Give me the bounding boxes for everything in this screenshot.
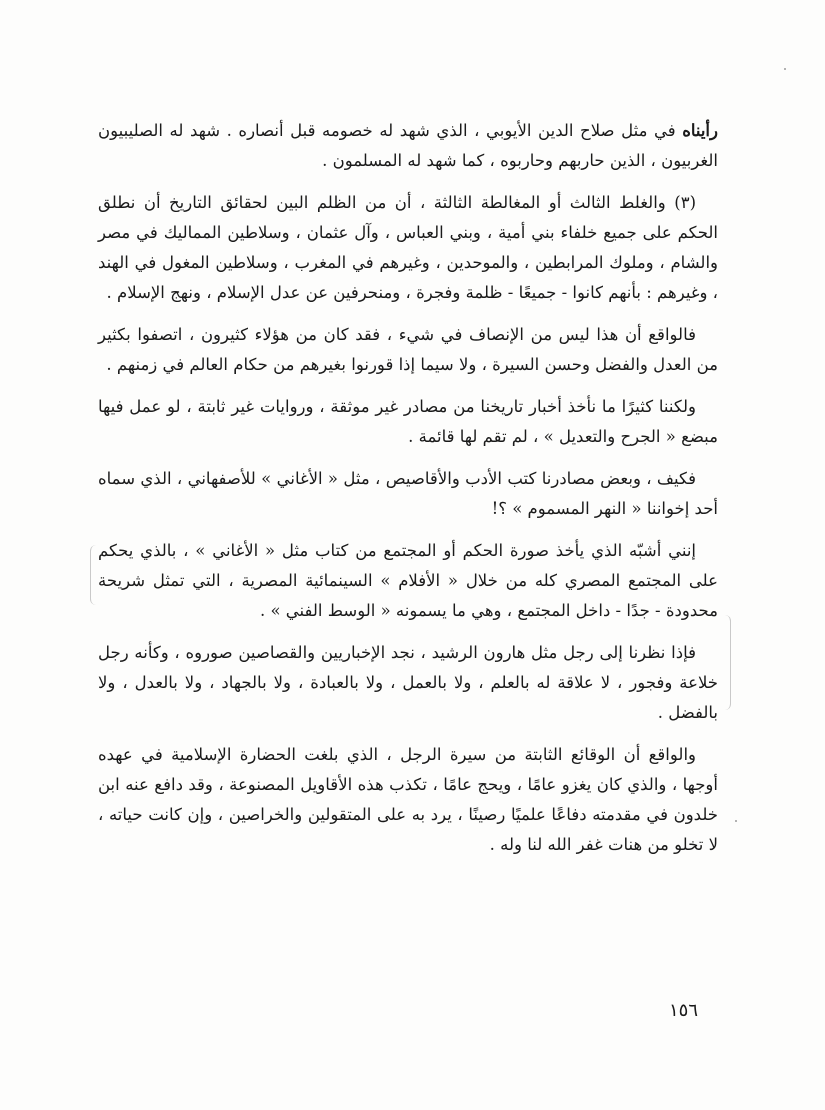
paragraph-line: اتصفوا بكثير من العدل والفضل وحسن السيرة ، ولا سيما إذا قورنوا بغيرهم من — [98, 325, 718, 374]
paragraph-8 — [98, 740, 718, 860]
paragraph-line: فالواقع أن هذا ليس من الإنصاف في شيء ، فقد كان من هؤلاء كثيرون ، — [188, 325, 696, 344]
paragraph-line: (٣) والغلط الثالث أو المغالطة الثالثة ، أن من الظلم البين لحقائق التاريخ أن — [143, 193, 696, 212]
paragraph-line: في مثل صلاح الدين الأيوبي ، الذي شهد له خصومه قبل أنصاره . شهد له — [169, 121, 676, 140]
paragraph-line: للأصفهاني ، الذي سماه أحد إخواننا « النهر المسموم » ؟! — [98, 469, 718, 518]
paragraph-line: يحكم على المجتمع المصري كله من خلال « الأفلام » السينمائية المصرية ، التي تمثل — [98, 541, 718, 590]
paragraph-5 — [98, 464, 718, 524]
margin-bracket-mark — [90, 545, 99, 605]
paragraph-line: المماليك في مصر والشام ، وملوك المرابطين ، والموحدين ، وغيرهم في المغرب ، — [98, 223, 718, 272]
paragraph-7 — [98, 638, 718, 728]
paragraph-line: شريحة محدودة - جدًا - داخل المجتمع ، وهي ما يسمونه « الوسط الفني » . — [98, 571, 718, 620]
paragraph-line: فكيف ، وبعض مصادرنا كتب الأدب والأقاصيص ، مثل « الأغاني » — [261, 469, 696, 488]
paragraph-line: نطلق الحكم على جميع خلفاء بني أمية ، وبني العباس ، وآل عثمان ، وسلاطين — [98, 193, 718, 242]
paragraph-line: عهده أوجها ، والذي كان يغزو عامًا ، ويحج عامًا ، تكذب هذه الأقاويل — [98, 745, 718, 794]
paragraph-line: ولكننا كثيرًا ما نأخذ أخبار تاريخنا من مصادر غير موثقة ، وروايات غير ثابتة ، — [186, 397, 696, 416]
paragraph-line: بالجهاد ، ولا بالعدل ، ولا بالفضل . — [98, 673, 718, 722]
page-number: ١٥٦ — [668, 1000, 698, 1021]
paragraph-line: المصنوعة ، وقد دافع عنه ابن خلدون في مقدمته دفاعًا علميًا رصينًا ، يرد به على — [98, 775, 718, 824]
body-text — [98, 116, 718, 860]
paragraph-line: الصليبيون الغربيون ، الذين حاربهم وحاربوه ، كما شهد له المسلمون . — [98, 121, 718, 170]
paragraph-3 — [98, 320, 718, 380]
paragraph-line: والواقع أن الوقائع الثابتة من سيرة الرجل ، الذي بلغت الحضارة الإسلامية في — [141, 745, 696, 764]
scan-speck — [784, 68, 786, 70]
paragraph-line: فإذا نظرنا إلى رجل مثل هارون الرشيد ، نجد الإخباريين والقصاصين صوروه ، — [174, 643, 696, 662]
paragraph-line: لو عمل فيها مبضع « الجرح والتعديل » ، لم تقم لها قائمة . — [98, 397, 718, 446]
paragraph-4 — [98, 392, 718, 452]
lead-word: رأيناه — [682, 121, 718, 140]
scan-speck — [735, 820, 737, 822]
paragraph-line: ومنحرفين عن عدل الإسلام ، ونهج الإسلام . — [106, 283, 401, 302]
paragraph-line: حكام العالم في زمنهم . — [106, 355, 268, 374]
paragraph-line: المتقولين والخراصين ، وإن كانت حياته ، لا تخلو من هنات غفر الله لنا وله . — [98, 805, 718, 854]
paragraph-2 — [98, 188, 718, 308]
paragraph-6 — [98, 536, 718, 626]
paragraph-line: إنني أشبّه الذي يأخذ صورة الحكم أو المجتمع من كتاب مثل « الأغاني » ، بالذي — [140, 541, 696, 560]
margin-bracket-mark — [722, 615, 731, 710]
paragraph-line: وسلاطين المغول في الهند ، وغيرهم : بأنهم كانوا - جميعًا - ظلمة وفجرة ، — [98, 253, 718, 302]
paragraph-line: وكأنه رجل خلاعة وفجور ، لا علاقة له بالعلم ، ولا بالعمل ، ولا بالعبادة ، ولا — [98, 643, 719, 692]
paragraph-1 — [98, 116, 718, 176]
